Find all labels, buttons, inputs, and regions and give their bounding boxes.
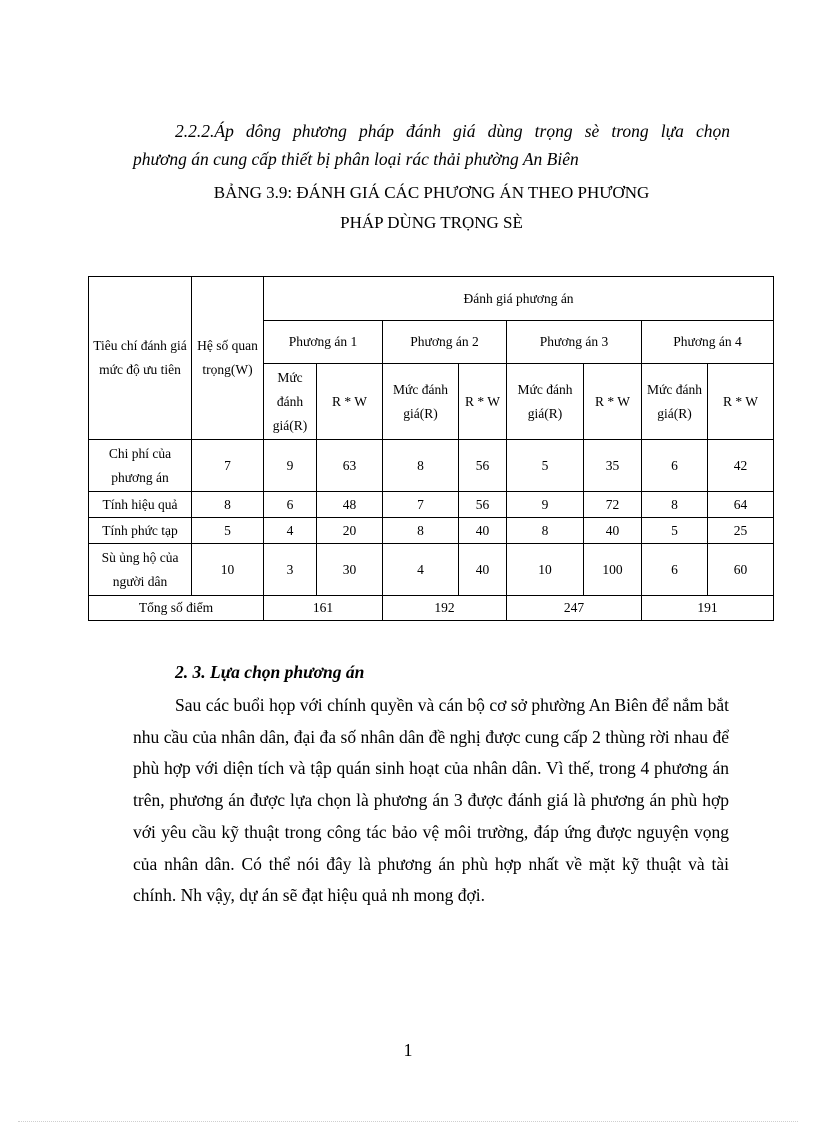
header-weight: Hệ số quan trọng(W) bbox=[192, 277, 264, 440]
value-cell: 6 bbox=[642, 544, 708, 596]
table-row bbox=[89, 544, 774, 596]
header-rating: Mức đánh giá(R) bbox=[507, 364, 584, 440]
value-cell: 40 bbox=[459, 518, 507, 544]
weight-cell: 10 bbox=[192, 544, 264, 596]
value-cell: 35 bbox=[584, 440, 642, 492]
table-row bbox=[89, 440, 774, 492]
value-cell: 25 bbox=[708, 518, 774, 544]
value-cell: 56 bbox=[459, 492, 507, 518]
table-row bbox=[89, 518, 774, 544]
value-cell: 8 bbox=[507, 518, 584, 544]
value-cell: 20 bbox=[317, 518, 383, 544]
value-cell: 6 bbox=[642, 440, 708, 492]
page-number: 1 bbox=[403, 1040, 413, 1060]
header-options-group: Đánh giá phương án bbox=[264, 277, 774, 321]
header-score: R * W bbox=[317, 364, 383, 440]
value-cell: 48 bbox=[317, 492, 383, 518]
criterion-cell: Tính phức tạp bbox=[89, 518, 192, 544]
header-rating: Mức đánh giá(R) bbox=[264, 364, 317, 440]
total-option-4: 191 bbox=[642, 596, 774, 621]
value-cell: 4 bbox=[264, 518, 317, 544]
criterion-cell: Sù ủng hộ của người dân bbox=[89, 544, 192, 596]
table-title-line-1: BẢNG 3.9: ĐÁNH GIÁ CÁC PHƯƠNG ÁN THEO PHƯƠNG bbox=[213, 183, 650, 202]
header-criteria: Tiêu chí đánh giá mức độ ưu tiên bbox=[89, 277, 192, 440]
header-option-3: Phương án 3 bbox=[507, 321, 642, 364]
subsection-heading-line-2: phương án cung cấp thiết bị phân loại rác thải phường An Biên bbox=[133, 149, 579, 169]
header-rating: Mức đánh giá(R) bbox=[642, 364, 708, 440]
header-option-1: Phương án 1 bbox=[264, 321, 383, 364]
section-heading: 2. 3. Lựa chọn phương án bbox=[175, 662, 365, 682]
criterion-cell: Tính hiệu quả bbox=[89, 492, 192, 518]
weight-cell: 5 bbox=[192, 518, 264, 544]
total-label: Tổng số điểm bbox=[89, 596, 264, 621]
header-rating: Mức đánh giá(R) bbox=[383, 364, 459, 440]
value-cell: 64 bbox=[708, 492, 774, 518]
value-cell: 63 bbox=[317, 440, 383, 492]
value-cell: 5 bbox=[642, 518, 708, 544]
total-option-3: 247 bbox=[507, 596, 642, 621]
subsection-heading bbox=[133, 117, 730, 173]
value-cell: 100 bbox=[584, 544, 642, 596]
value-cell: 30 bbox=[317, 544, 383, 596]
table-title-line-2: PHÁP DÙNG TRỌNG SÈ bbox=[340, 213, 523, 232]
header-score: R * W bbox=[708, 364, 774, 440]
total-option-1: 161 bbox=[264, 596, 383, 621]
total-option-2: 192 bbox=[383, 596, 507, 621]
value-cell: 3 bbox=[264, 544, 317, 596]
table-row bbox=[89, 492, 774, 518]
value-cell: 8 bbox=[383, 440, 459, 492]
value-cell: 40 bbox=[459, 544, 507, 596]
value-cell: 60 bbox=[708, 544, 774, 596]
subsection-heading-line-1: 2.2.2.Áp dông phương pháp đánh giá dùng trọng sè trong lựa chọn bbox=[175, 121, 730, 141]
header-option-2: Phương án 2 bbox=[383, 321, 507, 364]
value-cell: 9 bbox=[507, 492, 584, 518]
value-cell: 7 bbox=[383, 492, 459, 518]
value-cell: 5 bbox=[507, 440, 584, 492]
weight-cell: 8 bbox=[192, 492, 264, 518]
weight-cell: 7 bbox=[192, 440, 264, 492]
value-cell: 8 bbox=[383, 518, 459, 544]
body-paragraph bbox=[133, 690, 729, 912]
table-title bbox=[133, 178, 730, 238]
value-cell: 9 bbox=[264, 440, 317, 492]
criterion-cell: Chi phí của phương án bbox=[89, 440, 192, 492]
value-cell: 72 bbox=[584, 492, 642, 518]
value-cell: 6 bbox=[264, 492, 317, 518]
value-cell: 8 bbox=[642, 492, 708, 518]
value-cell: 40 bbox=[584, 518, 642, 544]
paragraph-text: Sau các buổi họp với chính quyền và cán bộ cơ sở phường An Biên để nắm bắt nhu cầu của nhân dân, đại đa số nhân dân đề nghị được cung cấp 2 thùng rời nhau để phù hợp với diện tích và tập quán sinh hoạt của nhân dân. Vì thế, trong 4 phương án trên, phương án được lựa chọn là phương án 3 được đánh giá là phương án phù hợp với yêu cầu kỹ thuật trong công tác bảo vệ môi trường, đáp ứng được nguyện vọng của nhân dân. Có thể nói đây là phương án phù hợp nhất về mặt kỹ thuật và tài chính. Nh vậy, dự án sẽ đạt hiệu quả nh mong đợi. bbox=[133, 695, 729, 906]
value-cell: 10 bbox=[507, 544, 584, 596]
page-bottom-divider bbox=[18, 1121, 798, 1122]
total-row bbox=[89, 596, 774, 621]
value-cell: 42 bbox=[708, 440, 774, 492]
header-score: R * W bbox=[459, 364, 507, 440]
value-cell: 56 bbox=[459, 440, 507, 492]
value-cell: 4 bbox=[383, 544, 459, 596]
header-option-4: Phương án 4 bbox=[642, 321, 774, 364]
evaluation-table bbox=[88, 276, 774, 621]
header-score: R * W bbox=[584, 364, 642, 440]
